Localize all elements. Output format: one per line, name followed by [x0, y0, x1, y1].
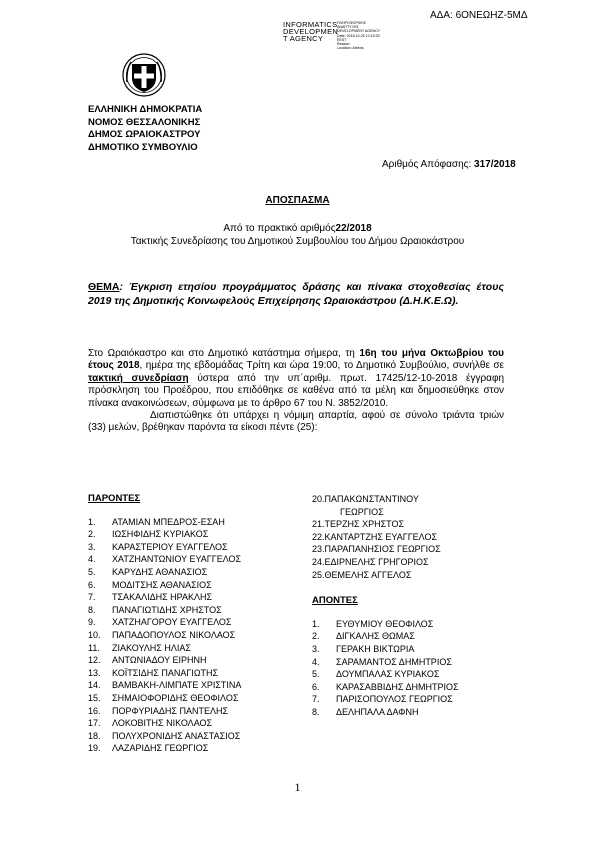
- list-item: ΓΕΩΡΓΙΟΣ: [340, 506, 384, 517]
- list-item: [88, 730, 241, 743]
- item-number: 15.: [88, 692, 101, 703]
- list-item: [88, 566, 241, 579]
- paragraph-text: , ημέρα της εβδομάδας Τρίτη και ώρα 19:00, το Δημοτικό Συμβούλιο, συνήλθε σε: [139, 360, 504, 372]
- quorum-paragraph: Διαπιστώθηκε ότι υπάρχει η νόμιμη απαρτία, αφού σε σύνολο τριάντα τριών (33) μελών, βρέθηκαν παρόντα τα είκοσι πέντε (25):: [88, 410, 504, 434]
- signature-details: [337, 21, 380, 50]
- list-item: [88, 579, 241, 592]
- present-list-right: [312, 493, 459, 719]
- item-number: 8.: [312, 706, 320, 717]
- signature-line: DEVELOPMENT AGENCY: [337, 29, 381, 34]
- signature-agency: [283, 21, 338, 42]
- item-number: 3.: [312, 643, 320, 654]
- list-item: [88, 528, 241, 541]
- list-item: 25.ΘΕΜΕΛΗΣ ΑΓΓΕΛΟΣ: [312, 569, 412, 580]
- list-item: [312, 681, 459, 694]
- session-type: τακτική συνεδρίαση: [88, 372, 189, 384]
- item-number: 17.: [88, 718, 101, 729]
- item-number: 4.: [88, 554, 96, 565]
- subject-label: ΘΕΜΑ: [88, 281, 120, 293]
- greek-emblem-icon: [122, 52, 166, 103]
- header-line: ΕΛΛΗΝΙΚΗ ΔΗΜΟΚΡΑΤΙΑ: [88, 104, 203, 115]
- list-item: [312, 668, 459, 681]
- list-item: 22.ΚΑΝΤΑΡΤΖΗΣ ΕΥΑΓΓΕΛΟΣ: [312, 531, 438, 542]
- list-item: 21.ΤΕΡΖΗΣ ΧΡΗΣΤΟΣ: [312, 519, 405, 530]
- item-number: 19.: [88, 743, 101, 754]
- minutes-number: 22/2018: [335, 223, 372, 234]
- meeting-paragraph: [88, 348, 504, 410]
- item-number: 7.: [312, 694, 320, 705]
- member-name: ΚΑΡΑΣΑΒΒΙΔΗΣ ΔΗΜΗΤΡΙΟΣ: [336, 681, 459, 692]
- subject: [88, 280, 504, 308]
- minutes-line: [0, 222, 595, 235]
- member-name: ΓΕΡΑΚΗ ΒΙΚΤΩΡΙΑ: [336, 643, 415, 654]
- list-item: [312, 630, 459, 643]
- item-number: 5.: [312, 669, 320, 680]
- list-item: [88, 705, 241, 718]
- member-name: ΙΩΣΗΦΙΔΗΣ ΚΥΡΙΑΚΟΣ: [112, 529, 209, 540]
- page-number: 1: [294, 780, 301, 794]
- member-name: ΔΙΓΚΑΛΗΣ ΘΩΜΑΣ: [336, 631, 415, 642]
- member-name: ΚΟΪΤΣΙΔΗΣ ΠΑΝΑΓΙΩΤΗΣ: [112, 667, 219, 678]
- item-number: 1.: [312, 618, 320, 629]
- list-item: [88, 541, 241, 554]
- item-number: 2.: [88, 529, 96, 540]
- list-item: [88, 742, 241, 755]
- minutes-reference: [0, 222, 595, 248]
- list-item: [88, 642, 241, 655]
- list-item: [312, 706, 459, 719]
- list-item: [312, 656, 459, 669]
- list-item: 20.ΠΑΠΑΚΩΝΣΤΑΝΤΙΝΟΥ: [312, 494, 419, 504]
- member-name: ΖΙΑΚΟΥΛΗΣ ΗΛΙΑΣ: [112, 642, 191, 653]
- header-line: ΝΟΜΟΣ ΘΕΣΣΑΛΟΝΙΚΗΣ: [88, 116, 201, 128]
- member-name: ΚΑΡΑΣΤΕΡΙΟΥ ΕΥΑΓΓΕΛΟΣ: [112, 541, 228, 552]
- item-number: 8.: [88, 604, 96, 615]
- meeting-date: 16η του μήνα Οκτωβρίου του έτους 2018: [88, 348, 504, 372]
- decision-number: [382, 159, 516, 170]
- present-list-left: [88, 493, 241, 755]
- item-number: 1.: [88, 516, 96, 527]
- member-name: ΠΑΡΙΣΟΠΟΥΛΟΣ ΓΕΩΡΓΙΟΣ: [336, 694, 453, 705]
- member-name: ΛΑΖΑΡΙΔΗΣ ΓΕΩΡΓΙΟΣ: [112, 743, 209, 754]
- list-item: [88, 516, 241, 529]
- absent-heading: ΑΠΟΝΤΕΣ: [312, 595, 358, 607]
- member-name: ΠΟΛΥΧΡΟΝΙΔΗΣ ΑΝΑΣΤΑΣΙΟΣ: [112, 730, 241, 741]
- item-number: 5.: [88, 566, 96, 577]
- item-number: 6.: [88, 579, 96, 590]
- list-item: [312, 693, 459, 706]
- item-number: 4.: [312, 656, 320, 667]
- paragraph-text: ύστερα από την υπ΄αριθμ. πρωτ. 17425/12-10-2018 έγγραφη πρόσκληση του Προέδρου, που επιδόθηκε σε καθένα από τα μέλη και δημοσιεύθηκε στον πίνακα ανακοινώσεων, σύμφωνα με το άρθρο 67 του Ν. 3852/2010.: [88, 372, 504, 409]
- minutes-prefix: Από το πρακτικό αριθμός: [223, 223, 336, 234]
- list-item: [88, 667, 241, 680]
- member-name: ΜΟΔΙΤΣΗΣ ΑΘΑΝΑΣΙΟΣ: [112, 579, 212, 590]
- item-number: 13.: [88, 667, 101, 678]
- list-item: [88, 553, 241, 566]
- member-name: ΧΑΤΖΗΑΓΟΡΟΥ ΕΥΑΓΓΕΛΟΣ: [112, 617, 232, 628]
- list-item: 24.ΕΔΙΡΝΕΛΗΣ ΓΡΗΓΟΡΙΟΣ: [312, 556, 429, 567]
- member-name: ΒΑΜΒΑΚΗ-ΛΙΜΠΑΤΕ ΧΡΙΣΤΙΝΑ: [112, 680, 242, 691]
- signature-line: EEST: [337, 37, 347, 42]
- session-line: Τακτικής Συνεδρίασης του Δημοτικού Συμβουλίου του Δήμου Ωραιοκάστρου: [130, 236, 465, 247]
- header-line: ΔΗΜΟΣ ΩΡΑΙΟΚΑΣΤΡΟΥ: [88, 129, 201, 140]
- member-name: ΔΕΛΗΠΑΛΑ ΔΑΦΝΗ: [336, 706, 419, 717]
- decision-value: 317/2018: [474, 159, 516, 170]
- item-number: 2.: [312, 631, 320, 642]
- member-name: ΔΟΥΜΠΑΛΑΣ ΚΥΡΙΑΚΟΣ: [336, 669, 440, 680]
- agency-line: INFORMATICS: [283, 20, 338, 29]
- signature-line: ΠΛΗΡΟΦΟΡΙΚΗΣ: [337, 21, 367, 25]
- list-item: [88, 604, 241, 617]
- header-line: ΔΗΜΟΤΙΚΟ ΣΥΜΒΟΥΛΙΟ: [88, 141, 198, 153]
- item-number: 6.: [312, 681, 320, 692]
- member-name: ΑΝΤΩΝΙΑΔΟΥ ΕΙΡΗΝΗ: [112, 655, 207, 666]
- member-name: ΑΤΑΜΙΑΝ ΜΠΕΔΡΟΣ-ΕΣΑΗ: [112, 516, 225, 527]
- signature-line: ΑΝΑΠΤΥΞΗΣ: [337, 25, 359, 30]
- item-number: 14.: [88, 680, 101, 691]
- member-name: ΠΑΠΑΔΟΠΟΥΛΟΣ ΝΙΚΟΛΑΟΣ: [112, 629, 236, 640]
- list-item: [312, 643, 459, 656]
- item-number: 7.: [88, 592, 96, 603]
- member-name: ΧΑΤΖΗΑΝΤΩΝΙΟΥ ΕΥΑΓΓΕΛΟΣ: [112, 554, 242, 565]
- signature-line: Location: Athens: [337, 46, 364, 51]
- member-name: ΠΑΝΑΓΙΩΤΙΔΗΣ ΧΡΗΣΤΟΣ: [112, 604, 222, 615]
- member-name: ΛΟΚΟΒΙΤΗΣ ΝΙΚΟΛΑΟΣ: [112, 718, 213, 729]
- item-number: 18.: [88, 730, 101, 741]
- signature-line: Date: 2018.10.25 12:15:33: [337, 33, 380, 38]
- member-name: ΤΣΑΚΑΛΙΔΗΣ ΗΡΑΚΛΗΣ: [112, 592, 213, 603]
- member-name: ΠΟΡΦΥΡΙΑΔΗΣ ΠΑΝΤΕΛΗΣ: [112, 705, 229, 716]
- item-number: 12.: [88, 655, 101, 666]
- item-number: 10.: [88, 629, 101, 640]
- list-item: [88, 629, 241, 642]
- subject-text: : Έγκριση ετησίου προγράμματος δράσης και πίνακα στοχοθεσίας έτους 2019 της Δημοτικής Κοινωφελούς Επιχείρησης Ωραιοκάστρου (Δ.Η.Κ.Ε.Ω).: [88, 281, 504, 307]
- list-item: [88, 591, 241, 604]
- document-title: ΑΠΟΣΠΑΣΜΑ: [265, 195, 330, 206]
- list-item: [312, 618, 459, 631]
- document-header: [88, 104, 202, 154]
- agency-line: T AGENCY: [283, 34, 324, 43]
- absent-list: [312, 595, 459, 718]
- ada-code: ΑΔΑ: 6ΟΝΕΩΗΖ-5ΜΔ: [430, 10, 528, 21]
- item-number: 16.: [88, 705, 101, 716]
- present-heading: ΠΑΡΟΝΤΕΣ: [88, 493, 141, 504]
- list-item: [88, 679, 241, 692]
- agency-line: DEVELOPMEN: [283, 27, 339, 36]
- item-number: 11.: [88, 642, 100, 653]
- signature-line: Reason:: [337, 42, 351, 47]
- list-item: 23.ΠΑΡΑΠΑΝΗΣΙΟΣ ΓΕΩΡΓΙΟΣ: [312, 544, 441, 555]
- list-item: [88, 717, 241, 730]
- member-name: ΣΗΜΑΙΟΦΟΡΙΔΗΣ ΘΕΟΦΙΛΟΣ: [112, 692, 239, 703]
- decision-label: Αριθμός Απόφασης:: [382, 159, 475, 170]
- member-name: ΕΥΘΥΜΙΟΥ ΘΕΟΦΙΛΟΣ: [336, 618, 434, 629]
- member-name: ΚΑΡΥΔΗΣ ΑΘΑΝΑΣΙΟΣ: [112, 566, 208, 577]
- paragraph-text: Στο Ωραιόκαστρο και στο Δημοτικό κατάστημα σήμερα, τη: [88, 348, 360, 359]
- member-name: ΣΑΡΑΜΑΝΤΟΣ ΔΗΜΗΤΡΙΟΣ: [336, 656, 452, 667]
- list-item: [88, 692, 241, 705]
- item-number: 3.: [88, 541, 96, 552]
- list-item: [88, 616, 241, 629]
- list-item: [88, 654, 241, 667]
- item-number: 9.: [88, 617, 96, 628]
